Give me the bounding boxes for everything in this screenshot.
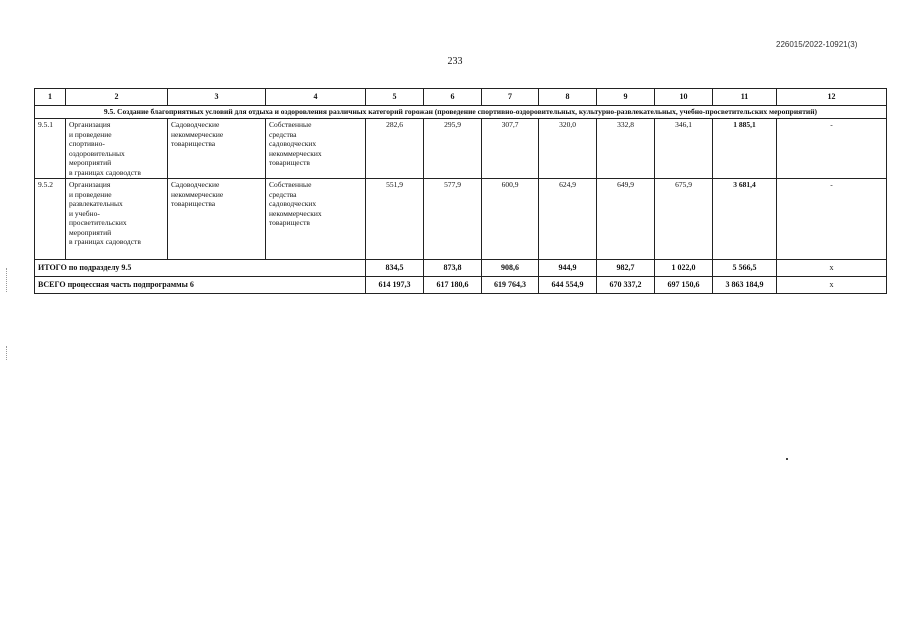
subtotal-label: ИТОГО по подразделу 9.5 xyxy=(35,260,366,277)
header-cell: 7 xyxy=(482,89,539,106)
row-name: Организация и проведение развлекательных и учебно- просветительских мероприятий в границах садоводств xyxy=(66,179,168,260)
row-value: 577,9 xyxy=(424,179,482,260)
row-value: 551,9 xyxy=(366,179,424,260)
row-value: 307,7 xyxy=(482,119,539,179)
grand-total-value: 644 554,9 xyxy=(539,277,597,294)
subtotal-value: 982,7 xyxy=(597,260,655,277)
margin-mark xyxy=(6,268,8,292)
row-value: 295,9 xyxy=(424,119,482,179)
section-title: 9.5. Создание благоприятных условий для отдыха и оздоровления различных категорий горожан (проведение спортивно-оздоровительных, культурно-развлекательных, учебно-просветительских мероприятий) xyxy=(35,106,887,119)
grand-total-value: 670 337,2 xyxy=(597,277,655,294)
header-row xyxy=(35,89,887,106)
row-note: - xyxy=(777,119,887,179)
row-executor: Садоводческие некоммерческие товарищества xyxy=(168,119,266,179)
grand-total-total: 3 863 184,9 xyxy=(713,277,777,294)
subtotal-total: 5 566,5 xyxy=(713,260,777,277)
row-total: 3 681,4 xyxy=(713,179,777,260)
grand-total-value: 619 764,3 xyxy=(482,277,539,294)
row-code: 9.5.2 xyxy=(35,179,66,260)
header-cell: 1 xyxy=(35,89,66,106)
grand-total-value: 617 180,6 xyxy=(424,277,482,294)
subtotal-value: 834,5 xyxy=(366,260,424,277)
subtotal-value: 1 022,0 xyxy=(655,260,713,277)
subtotal-row xyxy=(35,260,887,277)
header-cell: 10 xyxy=(655,89,713,106)
table-row xyxy=(35,179,887,260)
subtotal-value: 908,6 xyxy=(482,260,539,277)
header-cell: 9 xyxy=(597,89,655,106)
header-cell: 11 xyxy=(713,89,777,106)
row-code: 9.5.1 xyxy=(35,119,66,179)
stray-dot xyxy=(786,458,788,460)
row-name: Организация и проведение спортивно- оздоровительных мероприятий в границах садоводств xyxy=(66,119,168,179)
header-cell: 6 xyxy=(424,89,482,106)
row-value: 320,0 xyxy=(539,119,597,179)
section-row xyxy=(35,106,887,119)
grand-total-value: 614 197,3 xyxy=(366,277,424,294)
header-cell: 8 xyxy=(539,89,597,106)
row-value: 282,6 xyxy=(366,119,424,179)
row-total: 1 885,1 xyxy=(713,119,777,179)
row-source: Собственные средства садоводческих некоммерческих товариществ xyxy=(266,119,366,179)
subtotal-value: 944,9 xyxy=(539,260,597,277)
header-cell: 3 xyxy=(168,89,266,106)
header-cell: 4 xyxy=(266,89,366,106)
row-value: 624,9 xyxy=(539,179,597,260)
row-value: 675,9 xyxy=(655,179,713,260)
header-cell: 2 xyxy=(66,89,168,106)
row-value: 332,8 xyxy=(597,119,655,179)
row-value: 600,9 xyxy=(482,179,539,260)
grand-total-row xyxy=(35,277,887,294)
row-value: 649,9 xyxy=(597,179,655,260)
subtotal-note: х xyxy=(777,260,887,277)
margin-mark xyxy=(6,346,8,360)
row-value: 346,1 xyxy=(655,119,713,179)
header-cell: 12 xyxy=(777,89,887,106)
row-note: - xyxy=(777,179,887,260)
grand-total-value: 697 150,6 xyxy=(655,277,713,294)
budget-table xyxy=(34,88,887,294)
page-number: 233 xyxy=(447,56,463,67)
grand-total-label: ВСЕГО процессная часть подпрограммы 6 xyxy=(35,277,366,294)
header-cell: 5 xyxy=(366,89,424,106)
row-source: Собственные средства садоводческих некоммерческих товариществ xyxy=(266,179,366,260)
table-row xyxy=(35,119,887,179)
subtotal-value: 873,8 xyxy=(424,260,482,277)
document-id: 226015/2022-10921(3) xyxy=(776,40,858,49)
row-executor: Садоводческие некоммерческие товарищества xyxy=(168,179,266,260)
grand-total-note: х xyxy=(777,277,887,294)
